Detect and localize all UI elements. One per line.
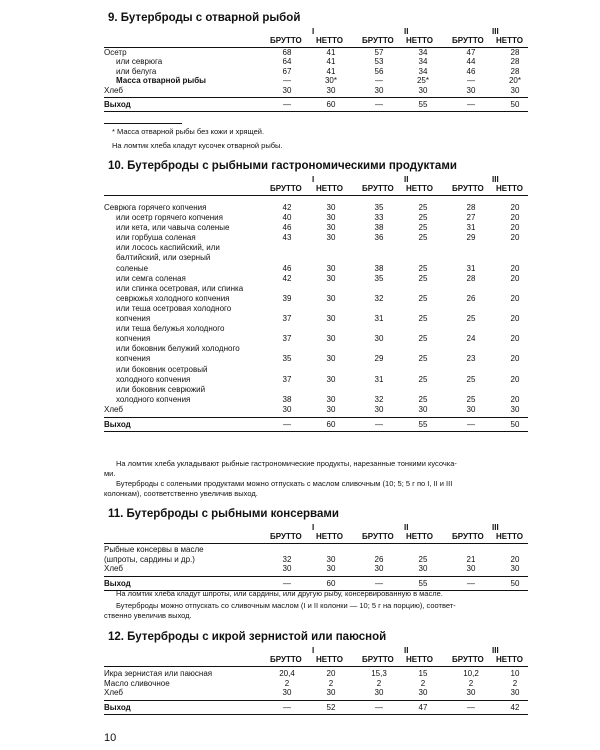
row-value: 15: [418, 669, 428, 678]
output-value: 50: [510, 100, 520, 109]
row-name: или боковник белужий холодного: [116, 344, 240, 354]
row-value: 46: [282, 263, 292, 273]
row-value: 30: [326, 263, 336, 273]
section10-header-rule: [104, 195, 528, 196]
output-value: 60: [326, 578, 336, 588]
row-value: 33: [374, 213, 384, 223]
row-value: 35: [374, 273, 384, 283]
table-row: [104, 48, 530, 57]
section10-col-group: III: [492, 175, 499, 184]
row-name: или осетр горячего копчения: [116, 213, 223, 223]
output-value: 60: [326, 420, 336, 430]
row-value: 35: [282, 354, 292, 364]
row-value: 32: [374, 394, 384, 404]
section12-bottom-rule: [104, 714, 528, 715]
section10-output-row: [104, 420, 528, 430]
section12-table: [104, 669, 530, 698]
row-name: или боковник севрюжий: [116, 384, 206, 394]
row-value: 30: [326, 203, 336, 212]
table-row: [104, 233, 530, 243]
table-row: [104, 324, 530, 334]
section11-col-header: БРУТТО: [270, 532, 302, 541]
section11-note: Бутерброды можно отпускать со сливочным маслом (I и II колонки — 10; 5 г на порцию), соответ-: [116, 601, 456, 610]
table-row: [104, 669, 530, 679]
section11-note: На ломтик хлеба кладут шпроты, или сардины, или другую рыбу, консервированную в масле.: [116, 589, 443, 598]
section10-output-rule: [104, 417, 528, 418]
table-row: [104, 203, 530, 213]
output-value: 55: [418, 420, 428, 430]
section10-col-header: НЕТТО: [496, 184, 523, 193]
row-value: 30: [282, 688, 292, 698]
row-value: 30: [466, 404, 476, 414]
row-value: 41: [326, 48, 336, 57]
row-value: 67: [282, 66, 292, 76]
row-name: холодного копчения: [116, 394, 191, 404]
row-value: 25: [418, 354, 428, 364]
table-row: [104, 564, 530, 574]
section10-col-group: I: [312, 175, 315, 184]
section9-output-row: [104, 100, 528, 110]
row-value: 40: [282, 213, 292, 223]
section12-header-rule: [104, 666, 528, 667]
section10-note: ми.: [104, 469, 116, 478]
output-value: —: [467, 100, 475, 109]
row-value: 42: [282, 203, 292, 212]
row-value: 28: [510, 57, 520, 67]
table-row: [104, 679, 530, 689]
row-value: 38: [282, 394, 292, 404]
section9-col-group: II: [404, 27, 409, 36]
row-name: или горбуша соленая: [116, 233, 196, 243]
row-value: 30: [326, 554, 336, 564]
row-name: Хлеб: [104, 85, 123, 95]
output-value: 50: [510, 578, 520, 588]
row-value: 31: [466, 263, 476, 273]
section9-bottom-rule: [104, 111, 528, 112]
section12-col-group: III: [492, 646, 499, 655]
row-name: или лосось каспийский, или: [116, 243, 220, 253]
row-value: 57: [374, 48, 384, 57]
row-name: севрюжья холодного копчения: [116, 293, 230, 303]
row-value: 2: [376, 678, 382, 688]
section10-col-header: БРУТТО: [270, 184, 302, 193]
row-name: копчения: [116, 354, 151, 364]
table-row: [104, 354, 530, 364]
row-value: 30: [510, 564, 520, 574]
row-name: или кета, или чавыча соленые: [116, 223, 230, 233]
row-name: (шпроты, сардины и др.): [104, 554, 195, 564]
row-value: 30: [510, 85, 520, 95]
row-name: холодного копчения: [116, 374, 191, 384]
row-value: 64: [282, 57, 292, 67]
section11-col-group: III: [492, 523, 499, 532]
footnote-rule: [104, 123, 182, 124]
section10-col-group: II: [404, 175, 409, 184]
section9-col-header: НЕТТО: [406, 36, 433, 45]
output-value: —: [467, 578, 475, 588]
table-row: [104, 555, 530, 565]
output-value: 50: [510, 420, 520, 430]
row-value: 25: [418, 374, 428, 384]
row-value: —: [283, 76, 291, 86]
row-value: 31: [466, 223, 476, 233]
section11-title: 11. Бутерброды с рыбными консервами: [108, 508, 339, 520]
row-value: 56: [374, 66, 384, 76]
row-value: 25: [418, 203, 428, 212]
output-value: 47: [418, 702, 428, 712]
row-value: 25: [418, 554, 428, 564]
row-value: 20: [326, 669, 336, 678]
section10-col-header: НЕТТО: [316, 184, 343, 193]
row-value: 30: [326, 233, 336, 243]
section12-output-row: [104, 703, 528, 713]
section12-col-header: НЕТТО: [316, 655, 343, 664]
output-value: —: [283, 100, 291, 109]
row-value: 30: [374, 85, 384, 95]
table-row: [104, 213, 530, 223]
section10-table: [104, 203, 530, 415]
row-value: 21: [466, 554, 476, 564]
table-row: [104, 688, 530, 698]
page-number: 10: [104, 732, 117, 744]
row-value: 38: [374, 263, 384, 273]
row-name: или белуга: [116, 66, 157, 76]
row-value: 43: [282, 233, 292, 243]
section12-col-header: НЕТТО: [496, 655, 523, 664]
row-value: 47: [466, 48, 476, 57]
row-value: 30: [374, 404, 384, 414]
row-value: 30: [326, 273, 336, 283]
row-value: 2: [284, 678, 290, 688]
table-row: [104, 76, 530, 85]
table-row: [104, 545, 530, 555]
section9-title: 9. Бутерброды с отварной рыбой: [108, 12, 301, 24]
section12-col-header: БРУТТО: [362, 655, 394, 664]
output-label: Выход: [104, 702, 131, 712]
table-row: [104, 395, 530, 405]
row-value: 20: [510, 233, 520, 243]
section12-col-group: I: [312, 646, 315, 655]
output-value: —: [467, 702, 475, 712]
row-name: Хлеб: [104, 404, 123, 414]
row-value: 30: [326, 374, 336, 384]
row-value: 68: [282, 48, 292, 57]
row-value: 30: [326, 354, 336, 364]
row-value: 2: [468, 678, 474, 688]
row-name: или теша осетровая холодного: [116, 303, 232, 313]
table-row: [104, 375, 530, 385]
output-value: —: [467, 420, 475, 430]
section11-col-group: I: [312, 523, 315, 532]
row-value: 23: [466, 354, 476, 364]
row-value: 20: [510, 394, 520, 404]
section11-col-header: БРУТТО: [452, 532, 484, 541]
row-value: 30: [326, 213, 336, 223]
row-value: 20,4: [279, 669, 295, 678]
section11-output-rule: [104, 576, 528, 577]
row-value: 35: [374, 203, 384, 212]
row-value: 46: [466, 66, 476, 76]
row-name: балтийский, или озерный: [116, 253, 211, 263]
row-name: копчения: [116, 314, 151, 324]
section12-output-rule: [104, 700, 528, 701]
row-value: 24: [466, 334, 476, 344]
row-value: 2: [328, 678, 334, 688]
row-value: 20: [510, 374, 520, 384]
row-value: 25: [418, 314, 428, 324]
row-value: 42: [282, 273, 292, 283]
section11-col-group: II: [404, 523, 409, 532]
row-value: 30: [326, 223, 336, 233]
section10-col-header: БРУТТО: [362, 184, 394, 193]
row-name: или севрюга: [116, 57, 163, 67]
table-row: [104, 405, 530, 415]
table-row: [104, 223, 530, 233]
row-value: 2: [512, 678, 518, 688]
row-value: 25: [466, 374, 476, 384]
footnote: * Масса отварной рыбы без кожи и хрящей.: [112, 127, 265, 136]
row-value: 20: [510, 213, 520, 223]
table-row: [104, 344, 530, 354]
row-name: Осетр: [104, 48, 127, 57]
row-value: 30: [466, 688, 476, 698]
section10-note: Бутерброды с солеными продуктами можно отпускать с маслом сливочным (10; 5; 5 г по I, II и III: [116, 479, 453, 488]
section9-col-header: БРУТТО: [452, 36, 484, 45]
row-value: 30: [510, 404, 520, 414]
section10-col-header: БРУТТО: [452, 184, 484, 193]
row-name: копчения: [116, 334, 151, 344]
section12-col-header: БРУТТО: [452, 655, 484, 664]
row-value: 30: [418, 85, 428, 95]
row-value: 30: [374, 688, 384, 698]
row-value: 2: [420, 678, 426, 688]
row-value: 30: [466, 85, 476, 95]
section10-note: колонкам), соответственно увеличив выход.: [104, 489, 258, 498]
section9-table: [104, 48, 530, 95]
table-row: [104, 334, 530, 344]
row-value: 30: [374, 564, 384, 574]
output-value: —: [283, 702, 291, 712]
section9-col-group: I: [312, 27, 315, 36]
row-value: 41: [326, 57, 336, 67]
row-value: 37: [282, 314, 292, 324]
row-value: 30: [510, 688, 520, 698]
row-value: 20: [510, 273, 520, 283]
row-value: 15,3: [371, 669, 387, 678]
table-row: [104, 304, 530, 314]
section11-header-rule: [104, 543, 528, 544]
row-name: или семга соленая: [116, 273, 186, 283]
section9-col-header: БРУТТО: [362, 36, 394, 45]
row-value: 34: [418, 66, 428, 76]
row-value: 25: [418, 273, 428, 283]
table-row: [104, 365, 530, 375]
row-value: 41: [326, 66, 336, 76]
row-value: 30: [374, 334, 384, 344]
row-value: 30: [326, 564, 336, 574]
section11-output-row: [104, 579, 528, 589]
row-value: 25: [418, 233, 428, 243]
section12-title: 12. Бутерброды с икрой зернистой или паюсной: [108, 631, 387, 643]
output-value: —: [283, 420, 291, 430]
table-row: [104, 86, 530, 95]
section9-output-rule: [104, 97, 528, 98]
row-value: 25: [418, 223, 428, 233]
row-value: 25*: [416, 76, 429, 86]
row-value: 25: [466, 394, 476, 404]
row-value: 20: [510, 314, 520, 324]
row-value: 25: [418, 213, 428, 223]
row-value: 30: [418, 564, 428, 574]
row-value: 26: [374, 554, 384, 564]
row-value: 25: [418, 334, 428, 344]
row-value: 36: [374, 233, 384, 243]
section10-title: 10. Бутерброды с рыбными гастрономическими продуктами: [108, 160, 457, 172]
row-name: Хлеб: [104, 564, 123, 574]
row-value: 30: [326, 688, 336, 698]
row-value: 30: [282, 85, 292, 95]
table-row: [104, 243, 530, 253]
row-value: 20: [510, 293, 520, 303]
section12-col-group: II: [404, 646, 409, 655]
row-value: 37: [282, 374, 292, 384]
row-value: 28: [466, 273, 476, 283]
row-value: 29: [466, 233, 476, 243]
row-name: Севрюга горячего копчения: [104, 203, 207, 212]
row-value: 30: [326, 404, 336, 414]
row-value: 34: [418, 57, 428, 67]
output-label: Выход: [104, 578, 131, 588]
row-value: 53: [374, 57, 384, 67]
section10-bottom-rule: [104, 431, 528, 432]
section9-col-header: БРУТТО: [270, 36, 302, 45]
section12-col-header: НЕТТО: [406, 655, 433, 664]
output-label: Выход: [104, 100, 131, 109]
output-value: 52: [326, 702, 336, 712]
row-value: 30: [418, 688, 428, 698]
section10-note: На ломтик хлеба укладывают рыбные гастрономические продукты, нарезанные тонкими кусочка-: [116, 459, 457, 468]
row-name: Масло сливочное: [104, 678, 170, 688]
row-value: 20: [510, 203, 520, 212]
output-value: —: [375, 100, 383, 109]
row-value: 30: [326, 314, 336, 324]
row-name: Икра зернистая или паюсная: [104, 669, 213, 678]
row-value: 20: [510, 263, 520, 273]
row-name: Хлеб: [104, 688, 123, 698]
table-row: [104, 314, 530, 324]
row-name: соленые: [116, 263, 149, 273]
row-name: или боковник осетровый: [116, 364, 208, 374]
table-row: [104, 253, 530, 263]
row-name: Масса отварной рыбы: [116, 76, 206, 86]
row-value: 20*: [508, 76, 521, 86]
section9-note: На ломтик хлеба кладут кусочек отварной рыбы.: [112, 141, 283, 150]
output-value: 42: [510, 702, 520, 712]
table-row: [104, 57, 530, 66]
section11-note: ственно увеличив выход.: [104, 611, 192, 620]
section11-col-header: НЕТТО: [406, 532, 433, 541]
row-value: 32: [282, 554, 292, 564]
row-name: или спинка осетровая, или спинка: [116, 283, 244, 293]
row-value: 39: [282, 293, 292, 303]
row-value: 30: [326, 334, 336, 344]
row-value: 25: [466, 314, 476, 324]
output-value: 55: [418, 100, 428, 109]
row-value: 30: [326, 394, 336, 404]
row-value: 30: [418, 404, 428, 414]
row-value: 46: [282, 223, 292, 233]
row-name: или теша белужья холодного: [116, 324, 225, 334]
row-value: 44: [466, 57, 476, 67]
section9-col-header: НЕТТО: [316, 36, 343, 45]
section11-col-header: БРУТТО: [362, 532, 394, 541]
row-value: 25: [418, 263, 428, 273]
row-value: 30: [326, 85, 336, 95]
row-value: 10: [510, 669, 520, 678]
table-row: [104, 385, 530, 395]
row-value: 20: [510, 354, 520, 364]
output-value: —: [375, 578, 383, 588]
output-value: —: [375, 420, 383, 430]
row-value: 28: [466, 203, 476, 212]
section11-col-header: НЕТТО: [316, 532, 343, 541]
row-value: 20: [510, 554, 520, 564]
section10-col-header: НЕТТО: [406, 184, 433, 193]
row-value: 29: [374, 354, 384, 364]
section11-table: [104, 545, 530, 574]
row-value: 30: [282, 404, 292, 414]
section11-col-header: НЕТТО: [496, 532, 523, 541]
table-row: [104, 284, 530, 294]
row-value: 28: [510, 48, 520, 57]
section9-col-group: III: [492, 27, 499, 36]
table-row: [104, 294, 530, 304]
row-value: 30: [326, 293, 336, 303]
row-value: 20: [510, 223, 520, 233]
row-value: 34: [418, 48, 428, 57]
row-value: 30: [466, 564, 476, 574]
section9-col-header: НЕТТО: [496, 36, 523, 45]
row-value: 26: [466, 293, 476, 303]
row-value: 30*: [324, 76, 337, 86]
row-value: 32: [374, 293, 384, 303]
row-value: 28: [510, 66, 520, 76]
row-value: 10,2: [463, 669, 479, 678]
row-value: 31: [374, 374, 384, 384]
row-value: 31: [374, 314, 384, 324]
row-value: —: [467, 76, 475, 86]
row-value: 27: [466, 213, 476, 223]
section12-col-header: БРУТТО: [270, 655, 302, 664]
output-label: Выход: [104, 420, 131, 430]
output-value: 60: [326, 100, 336, 109]
table-row: [104, 274, 530, 284]
table-row: [104, 67, 530, 76]
output-value: 55: [418, 578, 428, 588]
row-value: —: [375, 76, 383, 86]
table-row: [104, 264, 530, 274]
row-value: 25: [418, 394, 428, 404]
row-value: 38: [374, 223, 384, 233]
output-value: —: [375, 702, 383, 712]
row-value: 37: [282, 334, 292, 344]
row-value: 20: [510, 334, 520, 344]
row-value: 30: [282, 564, 292, 574]
output-value: —: [283, 578, 291, 588]
row-name: Рыбные консервы в масле: [104, 545, 204, 554]
row-value: 25: [418, 293, 428, 303]
